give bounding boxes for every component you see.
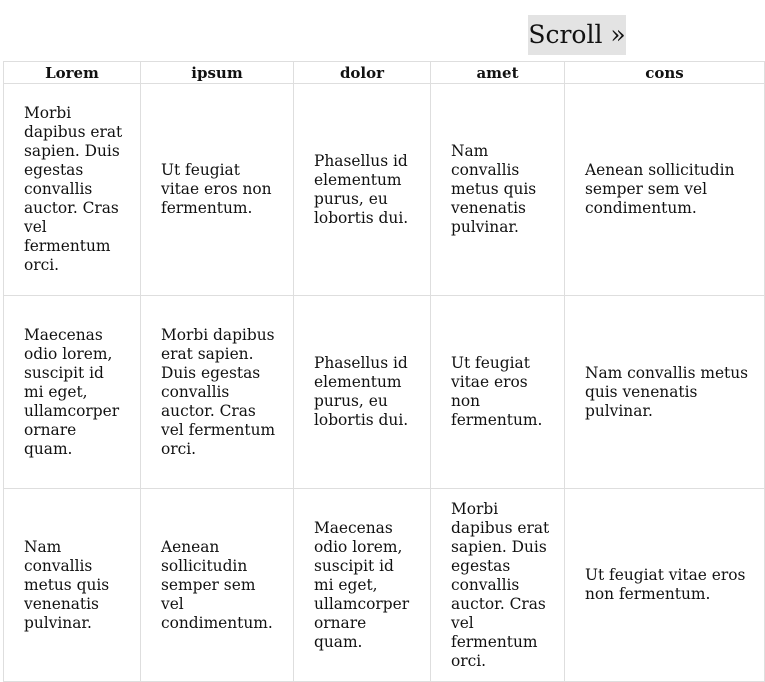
table-cell: Morbi dapibus erat sapien. Duis egestas convallis auctor. Cras vel fermentum orci. [431,489,565,682]
scroll-button[interactable]: Scroll » [528,15,626,55]
table-row [4,84,765,296]
table-cell: Ut feugiat vitae eros non fermentum. [141,84,294,296]
table-cell: Aenean sollicitudin semper sem vel condimentum. [565,84,765,296]
table-row [4,489,765,682]
column-header-cons: cons [565,62,765,84]
table-cell: Aenean sollicitudin semper sem vel condimentum. [141,489,294,682]
table-cell: Nam convallis metus quis venenatis pulvinar. [565,296,765,489]
table-cell: Nam convallis metus quis venenatis pulvinar. [4,489,141,682]
table-row [4,296,765,489]
table-cell: Ut feugiat vitae eros non fermentum. [565,489,765,682]
column-header-lorem: Lorem [4,62,141,84]
column-header-dolor: dolor [294,62,431,84]
column-header-amet: amet [431,62,565,84]
table-cell: Morbi dapibus erat sapien. Duis egestas convallis auctor. Cras vel fermentum orci. [141,296,294,489]
table-cell: Maecenas odio lorem, suscipit id mi eget, ullamcorper ornare quam. [4,296,141,489]
table-viewport[interactable] [3,61,749,670]
table-cell: Phasellus id elementum purus, eu lobortis dui. [294,296,431,489]
table-cell: Phasellus id elementum purus, eu lobortis dui. [294,84,431,296]
table-cell: Morbi dapibus erat sapien. Duis egestas convallis auctor. Cras vel fermentum orci. [4,84,141,296]
column-header-ipsum: ipsum [141,62,294,84]
table-cell: Ut feugiat vitae eros non fermentum. [431,296,565,489]
table-header-row [4,62,765,84]
table-cell: Nam convallis metus quis venenatis pulvinar. [431,84,565,296]
table-cell: Maecenas odio lorem, suscipit id mi eget, ullamcorper ornare quam. [294,489,431,682]
data-table [3,61,765,682]
